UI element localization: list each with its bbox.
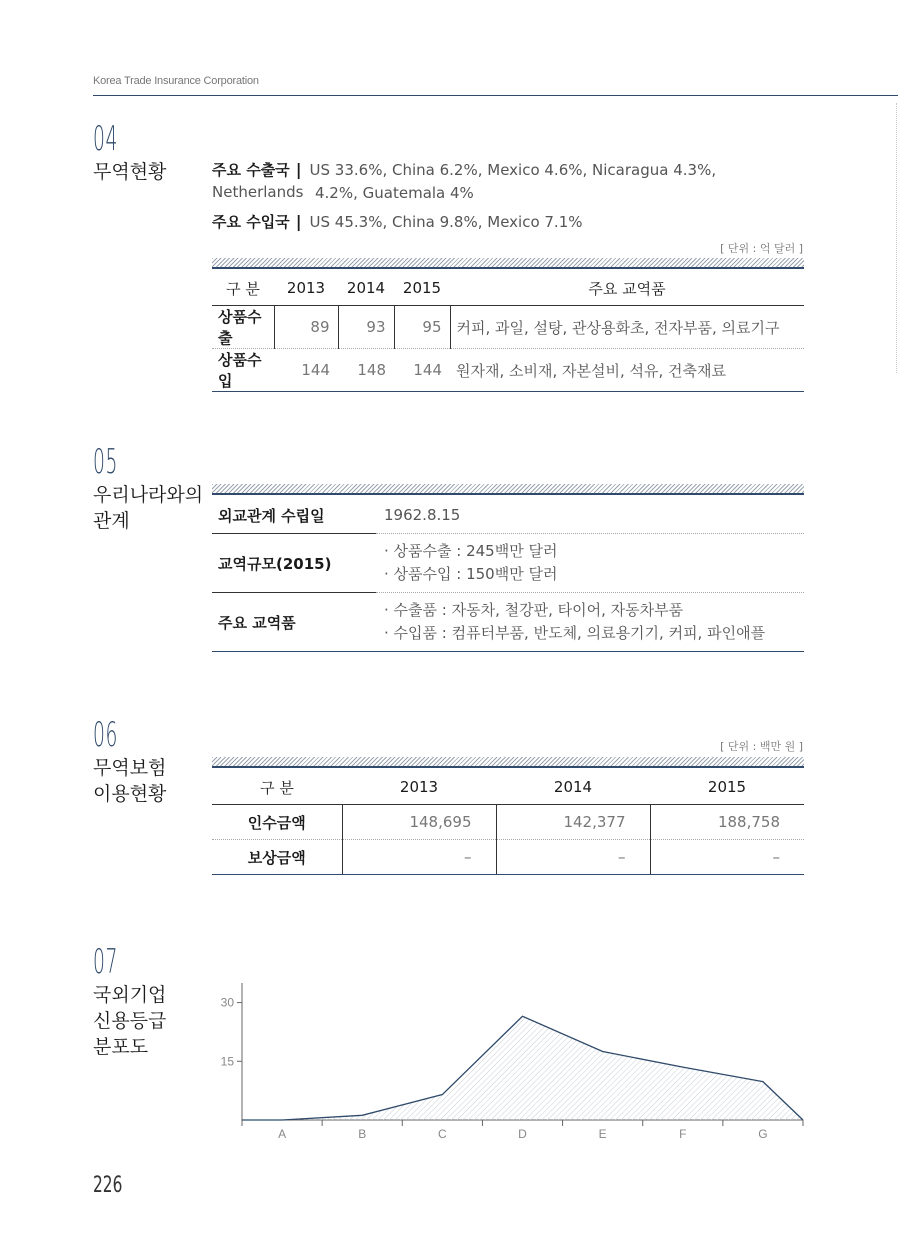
row-label: 주요 교역품 [212, 593, 376, 652]
table-header-row [212, 770, 804, 805]
table-hatch-04 [212, 258, 804, 269]
table-hatch-05 [212, 484, 804, 495]
table-row [212, 534, 804, 593]
cell-2013: 144 [274, 349, 338, 392]
col-items: 주요 교역품 [450, 271, 804, 306]
cell-2014: 93 [338, 306, 394, 349]
row-label: 상품수출 [212, 306, 274, 349]
y-tick-label: 30 [220, 995, 234, 1010]
x-tick-label: E [598, 1127, 607, 1141]
section-number-05: 05 [93, 442, 118, 482]
credit-rating-chart [200, 975, 820, 1150]
row-label: 외교관계 수립일 [212, 497, 376, 534]
x-tick-label: G [758, 1127, 768, 1141]
row-label: 인수금액 [212, 805, 342, 840]
imports-label: 주요 수입국 [212, 213, 290, 231]
section-title-07-line2: 신용등급 [93, 1010, 167, 1032]
row-label: 보상금액 [212, 840, 342, 875]
section-number-06: 06 [93, 715, 118, 755]
cell-2015: – [650, 840, 804, 875]
x-tick-label: A [278, 1127, 287, 1141]
x-tick-label: F [679, 1127, 687, 1141]
header-divider [93, 95, 898, 96]
col-category: 구 분 [212, 770, 342, 805]
table-hatch-06 [212, 757, 804, 768]
value-line: · 수출품 : 자동차, 철강판, 타이어, 자동차부품 [384, 601, 684, 619]
row-value [376, 593, 804, 652]
y-tick-label: 15 [220, 1054, 234, 1069]
section-title-07-line1: 국외기업 [93, 984, 167, 1006]
trade-table [212, 271, 804, 392]
exports-separator: | [295, 160, 302, 179]
cell-2015: 188,758 [650, 805, 804, 840]
section-title-05-line2: 관계 [93, 510, 130, 532]
cell-2014: 142,377 [496, 805, 650, 840]
col-category: 구 분 [212, 271, 274, 306]
table-row [212, 306, 804, 349]
value-line: · 수입품 : 컴퓨터부품, 반도체, 의료용기기, 커피, 파인애플 [384, 624, 766, 642]
cell-items: 커피, 과일, 설탕, 관상용화초, 전자부품, 의료기구 [450, 306, 804, 349]
exports-row [212, 159, 812, 203]
table-row [212, 840, 804, 875]
cell-2013: – [342, 840, 496, 875]
col-2014: 2014 [496, 770, 650, 805]
exports-value-line2: 4.2%, Guatemala 4% [315, 184, 474, 202]
col-2015: 2015 [650, 770, 804, 805]
x-tick-label: D [518, 1127, 527, 1141]
unit-label-06: [ 단위 : 백만 원 ] [720, 740, 803, 753]
exports-label: 주요 수출국 [212, 161, 290, 179]
value-line: · 상품수출 : 245백만 달러 [384, 542, 558, 560]
cell-2014: – [496, 840, 650, 875]
cell-2013: 148,695 [342, 805, 496, 840]
value-line: 1962.8.15 [384, 505, 461, 524]
table-row [212, 497, 804, 534]
row-value [376, 534, 804, 593]
side-rule [896, 103, 897, 373]
table-header-row [212, 271, 804, 306]
section-title-04: 무역현황 [93, 161, 167, 183]
row-label: 교역규모(2015) [212, 534, 376, 593]
table-row [212, 805, 804, 840]
row-value [376, 497, 804, 534]
col-2014: 2014 [338, 271, 394, 306]
x-tick-label: B [358, 1127, 367, 1141]
section-title-05-line1: 우리나라와의 [93, 484, 204, 506]
section-number-04: 04 [93, 119, 118, 159]
row-label: 상품수입 [212, 349, 274, 392]
relations-table [212, 497, 804, 652]
cell-2014: 148 [338, 349, 394, 392]
imports-row [212, 211, 812, 233]
imports-separator: | [295, 212, 302, 231]
cell-2013: 89 [274, 306, 338, 349]
series-area [242, 1016, 803, 1120]
col-2015: 2015 [394, 271, 450, 306]
section-number-07: 07 [93, 942, 118, 982]
cell-2015: 95 [394, 306, 450, 349]
table-row [212, 593, 804, 652]
col-2013: 2013 [342, 770, 496, 805]
col-2013: 2013 [274, 271, 338, 306]
unit-label-04: [ 단위 : 억 달러 ] [720, 242, 803, 255]
insurance-table [212, 770, 804, 875]
page-number: 226 [93, 1173, 123, 1198]
x-tick-label: C [438, 1127, 447, 1141]
imports-value: US 45.3%, China 9.8%, Mexico 7.1% [309, 213, 583, 231]
section-title-06-line1: 무역보험 [93, 757, 167, 779]
exports-value-line1: US 33.6%, China 6.2%, Mexico 4.6%, Nicaragua 4.3%, Netherlands [212, 161, 717, 201]
section-title-07-line3: 분포도 [93, 1036, 149, 1058]
section-title-06-line2: 이용현황 [93, 783, 167, 805]
value-line: · 상품수입 : 150백만 달러 [384, 565, 558, 583]
cell-2015: 144 [394, 349, 450, 392]
header-org: Korea Trade Insurance Corporation [93, 75, 259, 87]
cell-items: 원자재, 소비재, 자본설비, 석유, 건축재료 [450, 349, 804, 392]
table-row [212, 349, 804, 392]
